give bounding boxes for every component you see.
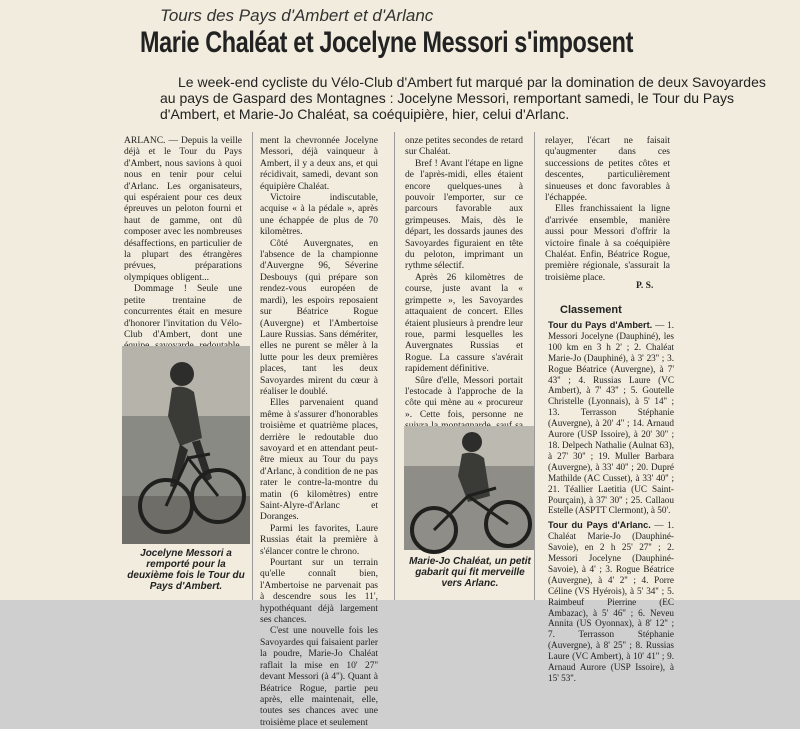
photo-messori [122,346,250,544]
article-column-2 [260,136,378,728]
cyclist-image [404,426,534,550]
photo-caption-left: Jocelyne Messori a remporté pour la deuxième fois le Tour du Pays d'Ambert. [127,548,245,592]
lede: Le week-end cycliste du Vélo-Club d'Ambert fut marqué par la domination de deux Savoyardes au pays de Gaspard des Montagnes : Jocelyne Messori, remportant samedi, le Tour du Pays d'Ambert, et Marie-Jo Chaléat, sa coéquipière, hier, celui d'Arlanc. [160,74,766,122]
paragraph: ment la chevronnée Jocelyne Messori, déjà vainqueur à Ambert, il y a deux ans, et qui récidivait, samedi, devant son équipière Chaléat. [260,136,378,192]
column-rule [394,132,395,600]
paragraph: relayer, l'écart ne faisait qu'augmenter dans ces successions de petites côtes et descentes, particulièrement sinueuses et donc favorables à l'échappée. [545,136,670,204]
paragraph: ARLANC. — Depuis la veille déjà et le Tour du Pays d'Ambert, nous savions à quoi nous en tenir pour celui d'Arlanc. Les organisateurs, qui espéraient pour ces deux épreuves un peloton fourni et haut de gamme, ont dû composer avec les nombreuses désaffections, en particulier de la plupart des étrangères prévues, préparations olympiques obligent... [124,136,242,283]
column-rule [534,132,535,600]
paragraph: Bref ! Avant l'étape en ligne de l'après-midi, elles étaient encore quelques-unes à pouvoir l'emporter, sur ce parcours favorable aux grimpeuses. Mais, dès le départ, les dossards jaunes des Savoyardes figuraient en tête du peloton, imprimant un rythme sélectif. [405,158,523,272]
author-signature: P. S. [636,281,654,291]
paragraph: Dommage ! Seule une petite trentaine de concurrentes était en mesure d'honorer l'invitation du Vélo-Club d'Ambert, dont une [124,284,242,340]
classement-title: Classement [560,304,622,316]
ranking-ambert-label: Tour du Pays d'Ambert. [548,320,653,330]
paragraph: Victoire indiscutable, acquise « à la pédale », après une échappée de plus de 70 kilomètres. [260,193,378,238]
column-rule [252,132,253,600]
paragraph: Sûre d'elle, Messori portait l'estocade à l'approche de la côte qui mène au « procureur ». Cette fois, personne ne [405,375,523,420]
ranking-arlanc-text: — 1. Chaléat Marie-Jo (Dauphiné-Savoie), en 2 h 25' 27'' ; 2. Messori Jocelyne (Dauphiné-Savoie), à 4' ; 3. Rogue Béatrice (Auvergne), à 4' 2'' ; 4. Porre Céline (VS Hyérois), à 5' 34'' ; 5. Raimbeuf Pierrine (EC Ambazac), à 5' 46'' ; 6. Neveu Annita (US Oyonnax), à 8' 12'' ; 7. Terrasson Stéphanie (Auvergne), à 8' 25'' ; 8. Russias Laure (VC Ambert), à 10' 41'' ; 9. Arnaud Aurore (USP Issoire), à 15' 53''. [548,520,675,683]
paragraph: Parmi les favorites, Laure Russias était la première à s'élancer contre le chrono. [260,523,378,557]
classement-list [548,320,675,683]
paragraph: Après 26 kilomètres de course, juste avant la « grimpette », les Savoyardes attaquaient de concert. Elles étaient plusieurs à prendre leur roue, parmi lesquelles les Auvergnates Russias et Rogue. La cassure s'avérait rapidement définitive. [405,272,523,375]
ranking-ambert [548,320,674,516]
cyclist-image [122,346,250,544]
article-column-1 [124,136,242,346]
kicker: Tours des Pays d'Ambert et d'Arlanc [160,6,434,25]
ranking-ambert-text: — 1. Messori Jocelyne (Dauphiné), les 100 km en 3 h 2' ; 2. Chaléat Marie-Jo (Dauphiné), à 3' 23'' ; 3. Rogue Béatrice (Auvergne), à 7' 43'' ; 4. Russias Laure (VC Ambert), à 7' 43'' ; 5. Goutelle Christelle (Lyonnais), à 5' 14'' ; 13. Terrasson Stéphanie (Auvergne), à 20' 4'' ; 14. Arnaud Aurore (USP Issoire), à 20' 30'' ; 18. Delpech Nathalie (Aulnat 63), à 27' 30'' ; 19. Muller Barbara (Auvergne), à 33' 40'' ; 20. Dupré Mathilde (AC Cusset), à 33' 40'' ; 21. Téallier Laetitia (UC Saint-Pourçain), à 37' 30'' ; 25. Callaou Estelle (ASPTT Clermont), à 50'. [548,320,675,516]
paragraph: Pourtant sur un terrain qu'elle connaît bien, l'Ambertoise ne parvenait pas à descendre sous les 11', hypothéquant déjà largement ses chances. [260,558,378,626]
paragraph: Elles parvenaient quand même à s'assurer d'honorables troisième et quatrième places, derrière le redoutable duo savoyard et en attendant peut-être mieux au Tour du pays d'Arlanc, à condition de ne pas rater le contre-la-montre du matin (6 kilomètres) entre Saint-Alyre-d'Arlanc et Doranges. [260,398,378,523]
paragraph: Elles franchissaient la ligne d'arrivée ensemble, manière aussi pour Messori d'offrir la victoire finale à sa coéquipière Chaléat. Enfin, Béatrice Rogue, première régionale, s'assurait la troisième place. [545,204,670,283]
paragraph: C'est une nouvelle fois les Savoyardes qui faisaient parler la poudre, Marie-Jo Chaléat raflait la mise en 10' 27'' devant Messori (à 4''). Quant à Béatrice Rogue, partie peu après, elle maintenait, elle, toutes ses chances avec une troisième place et seulement [260,626,378,728]
paragraph: onze petites secondes de retard sur Chaléat. [405,136,523,158]
ranking-arlanc-label: Tour du Pays d'Arlanc. [548,520,651,531]
photo-caption-right: Marie-Jo Chaléat, un petit gabarit qui fit merveille vers Arlanc. [409,556,531,589]
article-column-4 [545,136,670,296]
photo-chaleat [404,426,534,550]
ranking-arlanc [548,520,674,684]
headline: Marie Chaléat et Jocelyne Messori s'imposent [140,26,633,59]
paragraph: Côté Auvergnates, en l'absence de la championne d'Auvergne 96, Séverine Desbouys (qui prépare son rendez-vous européen de mardi), les espoirs reposaient sur Béatrice Rogue (Auvergne) et l'Ambertoise Laure Russias. Sans démériter, elles ne purent se mêler à la lutte pour les deux premières places, tant les deux Savoyardes mirent du cœur à réaliser le doublé. [260,238,378,397]
